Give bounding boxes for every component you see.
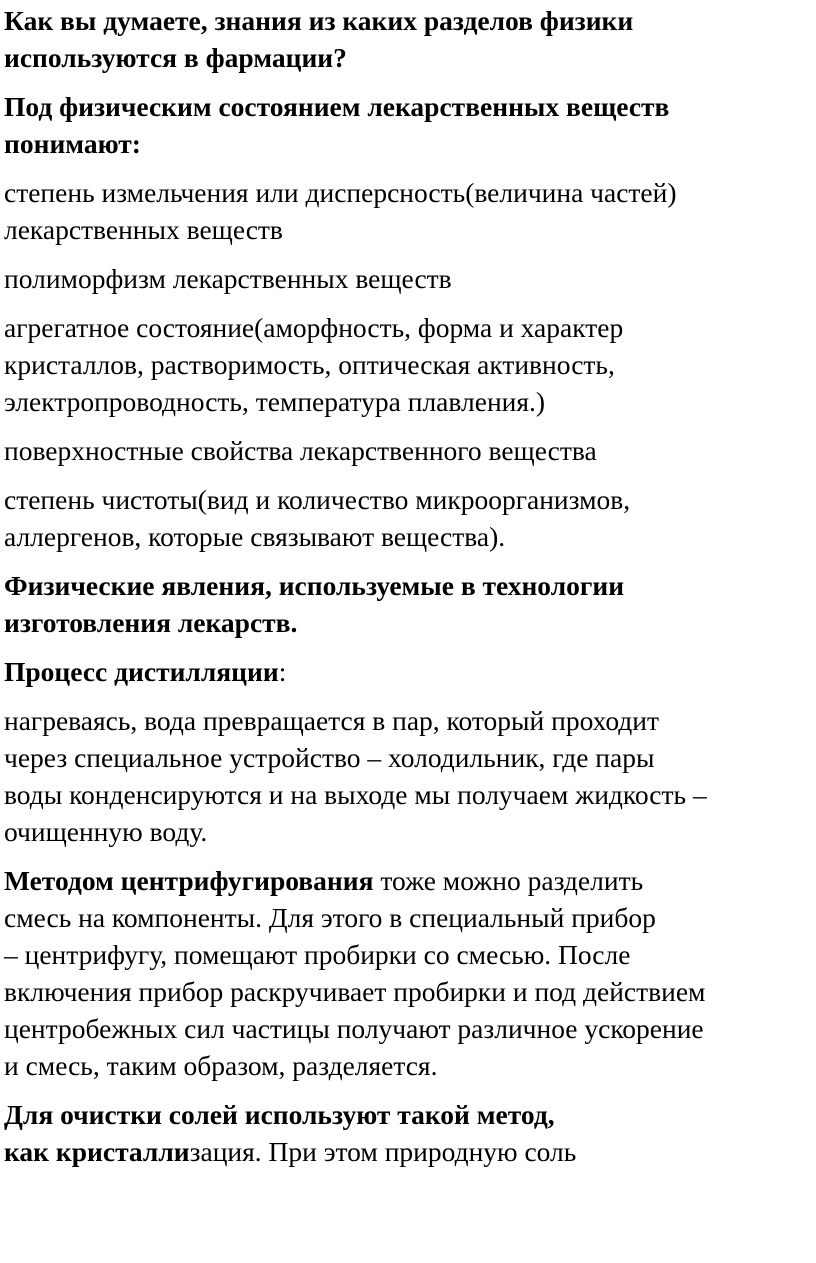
list-item-dispersity [4,174,812,248]
distillation-heading [4,653,812,690]
text-line: поверхностные свойства лекарственного вещества [4,435,597,466]
text-line: степень чистоты(вид и количество микроорганизмов, [4,484,631,515]
text-line: Для очистки солей используют такой метод, [4,1099,555,1130]
crystallization-paragraph [4,1096,812,1170]
document-page [0,2,816,1263]
distillation-paragraph [4,702,812,850]
question-paragraph [4,2,812,76]
bold-term: Процесс дистилляции [4,656,279,687]
physical-state-heading [4,88,812,162]
text-line: нагреваясь, вода превращается в пар, который проходит [4,705,660,736]
text-line: электропроводность, температура плавления.) [4,386,546,417]
physical-phenomena-heading [4,567,812,641]
text-line: включения прибор раскручивает пробирки и под действием [4,976,706,1007]
list-item-purity [4,481,812,555]
text-line: смесь на компоненты. Для этого в специальный прибор [4,902,656,933]
text-line: Под физическим состоянием лекарственных веществ [4,91,670,122]
text-line: и смесь, таким образом, разделяется. [4,1050,438,1081]
text-run: : [278,656,287,687]
bold-term: Методом центрифугирования [4,865,374,896]
list-item-surface-properties [4,432,812,469]
bold-term: как кристалли [4,1136,190,1167]
text-line: Как вы думаете, знания из каких разделов физики [4,5,634,36]
text-line: – центрифугу, помещают пробирки со смесью. После [4,939,631,970]
text-line: используются в фармации? [4,42,347,73]
text-line: агрегатное состояние(аморфность, форма и характер [4,312,624,343]
text-line [4,1133,812,1170]
text-line: воды конденсируются и на выходе мы получаем жидкость – [4,779,707,810]
list-item-polymorphism [4,260,812,297]
text-line: степень измельчения или дисперсность(величина частей) [4,177,677,208]
text-line: через специальное устройство – холодильник, где пары [4,742,655,773]
text-line: центробежных сил частицы получают различное ускорение [4,1013,704,1044]
text-line [4,862,812,899]
text-line: понимают: [4,128,141,159]
centrifugation-paragraph [4,862,812,1084]
text-line: кристаллов, растворимость, оптическая активность, [4,349,615,380]
text-line: аллергенов, которые связывают вещества). [4,521,506,552]
text-line: очищенную воду. [4,816,208,847]
text-line: лекарственных веществ [4,214,283,245]
text-line: Физические явления, используемые в технологии [4,570,625,601]
text-run: зация. При этом природную соль [189,1136,577,1167]
list-item-aggregate-state [4,309,812,420]
text-line: полиморфизм лекарственных веществ [4,263,452,294]
text-line: изготовления лекарств. [4,607,298,638]
text-run: тоже можно разделить [373,865,644,896]
text-line [4,653,812,690]
